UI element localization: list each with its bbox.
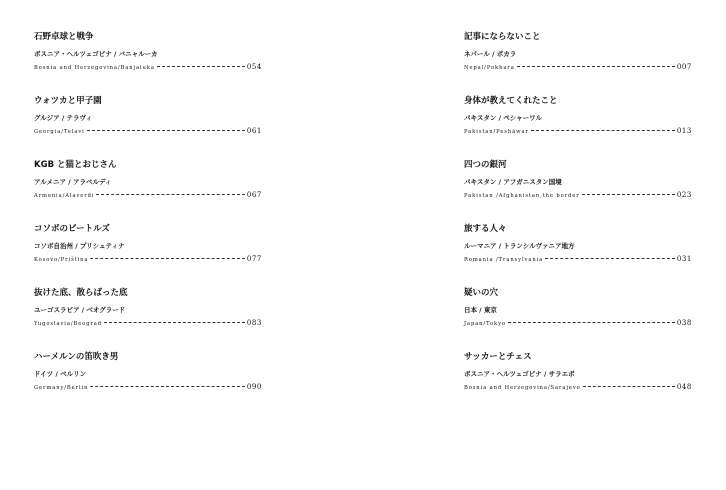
entry-leader-row (464, 255, 692, 263)
dotted-leader (157, 66, 245, 67)
entry-location: ボスニア・ヘルツェゴビナ / バニャルーカ (34, 50, 158, 58)
entry-title: 石野卓球と戦争 (34, 32, 94, 42)
toc-entry (34, 32, 262, 90)
toc-entry (464, 288, 692, 346)
entry-page-number: 090 (246, 383, 262, 391)
entry-location: ユーゴスラビア / ベオグラード (34, 306, 126, 314)
entry-location: グルジア / テラヴィ (34, 114, 93, 122)
entry-page-number: 054 (246, 63, 262, 71)
entry-title: 抜けた底、散らばった底 (34, 288, 128, 298)
entry-leader-row (464, 383, 692, 391)
toc-entry (34, 288, 262, 346)
entry-page-number: 023 (676, 191, 692, 199)
entry-location: アルメニア / アラベルディ (34, 178, 112, 186)
entry-leader-row (34, 191, 262, 199)
toc-entry (464, 32, 692, 90)
entry-page-number: 077 (246, 255, 262, 263)
entry-leader-row (464, 63, 692, 71)
entry-title: 身体が教えてくれたこと (464, 96, 558, 106)
dotted-leader (87, 130, 245, 131)
entry-location: ドイツ / ベルリン (34, 370, 87, 378)
toc-entry (34, 224, 262, 282)
dotted-leader (583, 386, 675, 387)
dotted-leader (582, 194, 675, 195)
entry-place-romanized: Nepal/Pokhara (464, 65, 515, 71)
entry-title: 疑いの穴 (464, 288, 499, 298)
entry-leader-row (34, 127, 262, 135)
entry-place-romanized: Japan/Tokyo (464, 321, 506, 327)
dotted-leader (517, 66, 675, 67)
entry-place-romanized: Georgia/Telavi (34, 129, 85, 135)
entry-leader-row (34, 63, 262, 71)
entry-leader-row (464, 191, 692, 199)
entry-title: 四つの銀河 (464, 160, 507, 170)
entry-location: ボスニア・ヘルツェゴビナ / サラエボ (464, 370, 575, 378)
entry-place-romanized: Kosovo/Priština (34, 257, 89, 263)
toc-entry (464, 224, 692, 282)
entry-location: 日本 / 東京 (464, 306, 497, 314)
entry-page-number: 031 (676, 255, 692, 263)
entry-place-romanized: Pakistan/Peshāwar (464, 129, 529, 135)
entry-location: コソボ自治州 / プリシュティナ (34, 242, 125, 250)
dotted-leader (104, 322, 245, 323)
toc-entry (34, 96, 262, 154)
entry-title: コソボのビートルズ (34, 224, 110, 234)
toc-entry (34, 160, 262, 218)
entry-title: 旅する人々 (464, 224, 507, 234)
entry-title: ウォツカと甲子園 (34, 96, 102, 106)
entry-title: サッカーとチェス (464, 352, 532, 362)
toc-column-left (34, 26, 262, 410)
dotted-leader (90, 386, 244, 387)
entry-place-romanized: Bosnia and Herzegovina/Sarajevo (464, 385, 581, 391)
entry-page-number: 013 (676, 127, 692, 135)
entry-leader-row (464, 127, 692, 135)
entry-title: ハーメルンの笛吹き男 (34, 352, 119, 362)
entry-leader-row (34, 383, 262, 391)
entry-place-romanized: Armenia/Alaverdi (34, 193, 95, 199)
entry-leader-row (464, 319, 692, 327)
entry-title: 記事にならないこと (464, 32, 541, 42)
entry-location: パキスタン / ペシャーワル (464, 114, 542, 122)
dotted-leader (545, 258, 675, 259)
dotted-leader (90, 258, 244, 259)
toc-entry (464, 96, 692, 154)
entry-page-number: 007 (676, 63, 692, 71)
dotted-leader (531, 130, 675, 131)
entry-location: ルーマニア / トランシルヴァニア地方 (464, 242, 575, 250)
toc-entry (464, 352, 692, 410)
entry-title: KGB と猫とおじさん (34, 160, 117, 170)
toc-entry (464, 160, 692, 218)
entry-place-romanized: Romania /Transylvania (464, 257, 544, 263)
toc-entry (34, 352, 262, 410)
entry-place-romanized: Germany/Berlin (34, 385, 89, 391)
dotted-leader (96, 194, 244, 195)
entry-leader-row (34, 319, 262, 327)
dotted-leader (508, 322, 675, 323)
toc-column-right (464, 26, 692, 410)
entry-page-number: 048 (676, 383, 692, 391)
entry-place-romanized: Pakistan /Afghanistan,the border (464, 193, 580, 199)
entry-location: パキスタン / アフガニスタン国境 (464, 178, 562, 186)
entry-page-number: 083 (246, 319, 262, 327)
entry-place-romanized: Bosnia and Herzegovina/Banjaluka (34, 65, 155, 71)
entry-location: ネパール / ポカラ (464, 50, 517, 58)
entry-leader-row (34, 255, 262, 263)
entry-page-number: 067 (246, 191, 262, 199)
entry-place-romanized: Yugoslavia/Beograd (34, 321, 103, 327)
entry-page-number: 038 (676, 319, 692, 327)
entry-page-number: 061 (246, 127, 262, 135)
